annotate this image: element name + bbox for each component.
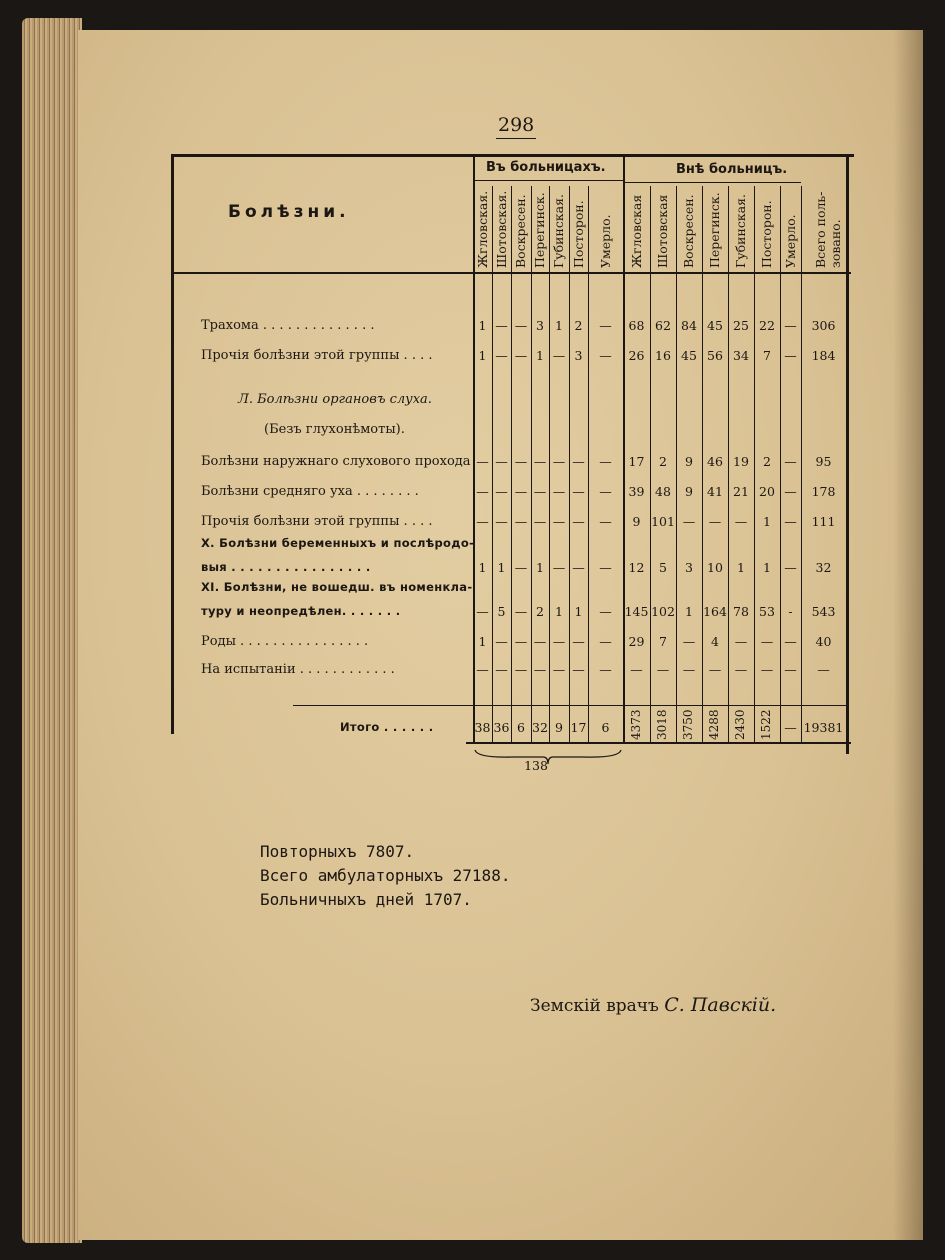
table-cell: —	[476, 484, 489, 499]
table-cell: 41	[707, 484, 723, 499]
signature-title: Земскій врачъ	[530, 996, 659, 1016]
table-cell: 184	[811, 348, 836, 363]
table-cell: 9	[632, 514, 641, 529]
column-header: Жгловская.	[474, 190, 490, 268]
table-cell: —	[514, 604, 528, 619]
table-cell: 26	[628, 348, 645, 363]
table-cell: —	[572, 484, 585, 499]
table-right-rule	[846, 154, 849, 754]
total-cell: 6	[517, 720, 525, 735]
totals-label: Итого . . . . . .	[340, 720, 434, 734]
table-cell: —	[784, 634, 797, 649]
column-header: Шотовская.	[493, 190, 509, 268]
column-rule	[473, 156, 475, 742]
table-cell: 2	[574, 318, 583, 333]
table-cell: —	[682, 634, 696, 649]
table-cell: 45	[707, 318, 723, 333]
table-cell: —	[599, 604, 612, 619]
signature	[530, 994, 776, 1016]
row-label: Прочія болѣзни этой группы . . . .	[201, 348, 433, 363]
hospital-sum: 138	[524, 758, 548, 773]
total-cell: 6	[601, 720, 610, 735]
table-cell: 1	[536, 560, 544, 575]
table-cell: 20	[759, 484, 775, 499]
total-cell: 38	[474, 720, 491, 735]
table-cell: —	[682, 514, 696, 529]
column-header-total: зовано.	[828, 219, 843, 268]
table-cell: —	[552, 560, 566, 575]
column-header: Воскресен.	[513, 194, 528, 268]
table-cell: 1	[478, 318, 487, 333]
repeat-visits: Повторныхъ 7807.	[260, 842, 415, 861]
table-cell: 1	[574, 604, 583, 619]
column-header: Перегинск.	[707, 192, 722, 268]
table-cell: 543	[811, 604, 836, 619]
table-cell: 12	[628, 560, 645, 575]
table-cell: 68	[628, 318, 645, 333]
table-cell: 1	[555, 318, 563, 333]
table-cell: 21	[733, 484, 749, 499]
table-cell: —	[599, 662, 612, 677]
table-cell: —	[599, 560, 612, 575]
table-cell: 9	[685, 454, 693, 469]
table-cell: 101	[651, 514, 675, 529]
row-label: XI. Болѣзни, не вошедш. въ номенкла-	[201, 580, 473, 594]
column-header: Губинская.	[733, 194, 748, 268]
table-cell: —	[495, 454, 508, 469]
totals-top-rule	[293, 705, 848, 706]
table-cell: —	[784, 454, 797, 469]
table-cell: 29	[628, 634, 645, 649]
table-cell: 1	[478, 634, 487, 649]
table-cell: —	[514, 514, 528, 529]
table-cell: 178	[811, 484, 836, 499]
total-cell: 4373	[628, 709, 643, 740]
total-cell: 3018	[655, 709, 669, 740]
row-label: (Безъ глухонѣмоты).	[264, 422, 405, 437]
table-cell: —	[784, 662, 797, 677]
table-cell: 53	[759, 604, 775, 619]
table-cell: 1	[763, 560, 771, 575]
table-cell: —	[533, 484, 547, 499]
table-cell: —	[656, 662, 670, 677]
column-header: Губинская.	[551, 194, 566, 268]
row-label-continued: туру и неопредѣлен. . . . . . .	[201, 604, 401, 618]
table-cell: —	[784, 484, 797, 499]
row-label-continued: выя . . . . . . . . . . . . . . . .	[201, 560, 371, 574]
row-label: Л. Болѣзни органовъ слуха.	[238, 392, 432, 407]
page-number: 298	[496, 114, 536, 139]
table-cell: —	[476, 514, 489, 529]
table-cell: 84	[681, 318, 697, 333]
table-cell: 45	[681, 348, 697, 363]
table-cell: 111	[811, 514, 836, 529]
table-cell: 46	[707, 454, 723, 469]
table-cell: 1	[555, 604, 563, 619]
total-cell: 2430	[733, 709, 747, 740]
table-cell: —	[572, 454, 585, 469]
table-cell: 1	[685, 604, 693, 619]
table-cell: 32	[815, 560, 832, 575]
table-cell: —	[572, 634, 585, 649]
table-cell: —	[495, 348, 508, 363]
table-cell: —	[533, 514, 547, 529]
in-hospitals-header: Въ больницахъ.	[486, 160, 606, 175]
table-cell: 2	[536, 604, 544, 619]
table-cell: —	[599, 318, 612, 333]
row-label: Х. Болѣзни беременныхъ и послѣродо-	[201, 536, 475, 550]
table-cell: 34	[733, 348, 749, 363]
column-header: Жгловская	[628, 194, 644, 268]
column-header: Посторон.	[570, 200, 586, 268]
total-cell: 19381	[803, 720, 844, 735]
table-cell: —	[599, 514, 612, 529]
table-cell: —	[599, 484, 612, 499]
table-cell: 7	[763, 348, 771, 363]
table-cell: 1	[478, 348, 487, 363]
table-cell: 39	[628, 484, 645, 499]
row-label: На испытаніи . . . . . . . . . . . .	[201, 662, 395, 677]
table-cell: —	[784, 318, 797, 333]
column-header: Умерло.	[597, 214, 613, 268]
row-label: Болѣзни наружнаго слухового прохода	[201, 454, 471, 469]
table-cell: —	[476, 604, 489, 619]
in-hospitals-rule	[473, 180, 623, 181]
table-bottom-rule	[466, 742, 851, 744]
table-cell: —	[552, 662, 566, 677]
table-cell: 1	[478, 560, 487, 575]
table-cell: —	[784, 514, 797, 529]
column-header: Шотовская	[655, 194, 670, 268]
table-cell: —	[514, 560, 528, 575]
table-cell: 62	[655, 318, 671, 333]
column-rule	[623, 156, 625, 742]
table-cell: —	[552, 454, 566, 469]
table-cell: 78	[733, 604, 749, 619]
table-cell: —	[514, 484, 528, 499]
table-cell: —	[514, 662, 528, 677]
total-cell: 3750	[681, 709, 695, 740]
table-cell: —	[708, 662, 722, 677]
book-page-edges	[22, 18, 82, 1243]
total-cell: 17	[570, 720, 587, 735]
table-cell: —	[476, 662, 489, 677]
table-cell: —	[476, 454, 489, 469]
table-cell: 3	[574, 348, 583, 363]
out-hospitals-header: Внѣ больницъ.	[676, 162, 788, 177]
table-cell: —	[734, 514, 748, 529]
table-cell: —	[784, 560, 797, 575]
table-cell: 145	[624, 604, 649, 619]
total-cell: 36	[493, 720, 510, 735]
table-cell: 40	[815, 634, 832, 649]
table-cell: —	[514, 318, 528, 333]
table-cell: —	[734, 662, 748, 677]
row-label: Прочія болѣзни этой группы . . . .	[201, 514, 433, 529]
table-cell: —	[682, 662, 696, 677]
total-cell: 32	[532, 720, 548, 735]
table-cell: 1	[737, 560, 745, 575]
table-cell: 4	[711, 634, 719, 649]
table-cell: —	[630, 662, 643, 677]
table-cell: —	[599, 348, 612, 363]
disease-table	[78, 30, 923, 830]
hospital-days: Больничныхъ дней 1707.	[260, 890, 472, 909]
total-cell: —	[784, 720, 797, 735]
table-cell: 10	[707, 560, 723, 575]
table-cell: —	[514, 634, 528, 649]
table-cell: 102	[651, 604, 675, 619]
table-cell: 56	[707, 348, 723, 363]
table-cell: —	[495, 514, 508, 529]
row-label: Болѣзни средняго уха . . . . . . . .	[201, 484, 419, 499]
table-cell: 95	[815, 454, 832, 469]
column-header: Перегинск.	[532, 192, 547, 268]
table-cell: —	[533, 634, 547, 649]
table-cell: 164	[703, 604, 727, 619]
column-header: Посторон.	[759, 200, 774, 268]
table-cell: —	[514, 454, 528, 469]
table-cell: 306	[811, 318, 836, 333]
row-label: Трахома . . . . . . . . . . . . . .	[201, 318, 375, 333]
table-cell: 17	[628, 454, 645, 469]
book-page	[78, 30, 923, 1240]
table-left-rule	[171, 154, 174, 734]
table-cell: 2	[763, 454, 771, 469]
table-cell: 7	[659, 634, 667, 649]
table-cell: -	[788, 604, 793, 619]
table-cell: —	[572, 514, 585, 529]
table-cell: —	[572, 662, 585, 677]
table-cell: —	[552, 514, 566, 529]
table-cell: 2	[659, 454, 667, 469]
table-cell: —	[708, 514, 722, 529]
table-cell: 1	[497, 560, 506, 575]
table-cell: —	[599, 454, 612, 469]
table-cell: 5	[659, 560, 667, 575]
table-cell: —	[533, 662, 547, 677]
table-cell: 9	[685, 484, 693, 499]
total-cell: 1522	[759, 709, 773, 740]
table-cell: 19	[733, 454, 749, 469]
total-cell: 4288	[707, 709, 721, 740]
out-hospitals-rule	[623, 182, 801, 183]
table-cell: —	[533, 454, 547, 469]
column-header-total: Всего поль-	[813, 191, 828, 268]
table-cell: —	[760, 662, 774, 677]
table-cell: —	[572, 560, 585, 575]
table-cell: —	[495, 484, 508, 499]
table-cell: 16	[655, 348, 671, 363]
row-label: Роды . . . . . . . . . . . . . . . .	[201, 634, 369, 649]
table-cell: —	[495, 662, 508, 677]
table-cell: —	[817, 662, 830, 677]
table-cell: 1	[536, 348, 544, 363]
table-cell: —	[599, 634, 612, 649]
table-cell: 3	[685, 560, 693, 575]
table-cell: 3	[536, 318, 544, 333]
table-cell: —	[552, 484, 566, 499]
diseases-header: Болѣзни.	[228, 202, 350, 222]
table-cell: —	[552, 348, 566, 363]
table-cell: —	[495, 318, 508, 333]
total-ambulatory: Всего амбулаторныхъ 27188.	[260, 866, 511, 885]
column-header: Воскресен.	[681, 194, 696, 268]
signature-name: С. Павскій.	[664, 994, 777, 1016]
total-cell: 9	[555, 720, 563, 735]
table-cell: 48	[655, 484, 671, 499]
table-cell: 22	[759, 318, 775, 333]
table-cell: 5	[497, 604, 506, 619]
table-cell: 25	[733, 318, 749, 333]
table-top-rule	[171, 154, 854, 157]
column-header: Умерло.	[782, 214, 798, 268]
table-cell: —	[784, 348, 797, 363]
table-cell: —	[734, 634, 748, 649]
table-cell: —	[514, 348, 528, 363]
table-cell: —	[495, 634, 508, 649]
table-cell: 1	[763, 514, 771, 529]
table-cell: —	[552, 634, 566, 649]
table-cell: —	[760, 634, 774, 649]
